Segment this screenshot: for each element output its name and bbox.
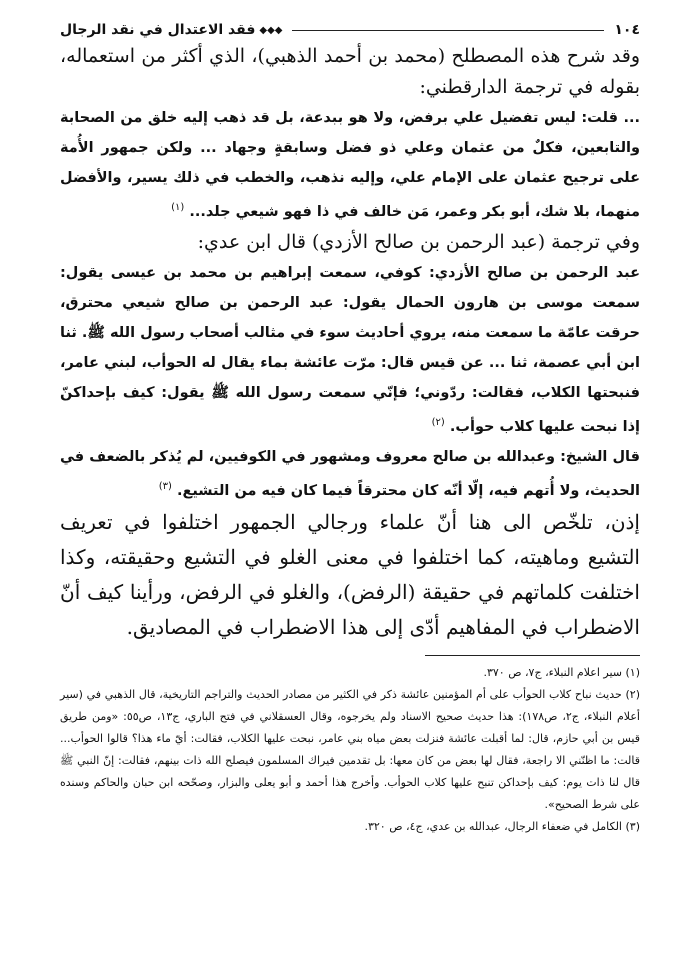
- running-header: [60, 22, 640, 41]
- book-title: فقد الاعتدال في نقد الرجال: [60, 22, 256, 38]
- footnote-3: (٣) الكامل في ضعفاء الرجال، عبدالله بن عدي، ج٤، ص ٣٢٠.: [364, 820, 640, 834]
- header-ornament: ◆◆◆: [259, 24, 283, 36]
- footnote-2: (٢) حديث نباح كلاب الحوأب على أم المؤمنين عائشة ذكر في الكثير من مصادر الحديث والتراجم التاريخية، قال الذهبي في (سير أعلام النبلاء، ج٢، ص١٧٨): هذا حديث صحيح الاسناد ولم يخرجوه، وقال العسقلاني في فتح الباري، ج١٣، ص٥٥: «ومن طريق قيس بن أبي حازم، قال: لما أقبلت عائشة فنزلت بعض مياه بني عامر، نبحت عليها الكلاب، فقالت: أيّ ماء هذا؟ قالوا الحوأب... قالت: ما اظنّني الا راجعة، فقال لها بعض من كان معها: بل تقدمين فيراك المسلمون فيصلح الله ذات بينهم، فقالت: إنّ النبي ﷺ قال لنا ذات يوم: كيف بإحداكن تنبح عليها كلاب الحوأب. وأخرج هذا أحمد و أبو يعلى والبزار، وصحّحه ابن حبان والحاكم وسنده على شرط الصحيح».: [60, 688, 640, 812]
- quote-sheikh: [60, 442, 640, 506]
- quote-dhahabi: [60, 103, 640, 227]
- quote-ibn-adi-text: عبد الرحمن بن صالح الأزدي: كوفي، سمعت إبراهيم بن محمد بن عيسى يقول: سمعت موسى بن هارون الحمال يقول: عبد الرحمن بن صالح شيعي محترق، حرقت عامّة ما سمعت منه، يروي أحاديث سوء في مثالب أصحاب رسول الله ﷺ. ثنا ابن أبي عصمة، ثنا ... عن قيس قال: مرّت عائشة بماء يقال له الحوأب، لبني عامر، فنبحتها الكلاب، فقالت: ردّوني؛ فإنّي سمعت رسول الله ﷺ يقول: كيف بإحداكنّ إذا نبحت عليها كلاب حوأب.: [60, 264, 640, 435]
- footnote-ref-3: (٣): [158, 480, 172, 492]
- quote-sheikh-text: قال الشيخ: وعبدالله بن صالح معروف ومشهور في الكوفيين، لم يُذكر بالضعف في الحديث، ولا أُتهم فيه، إلّا أنّه كان محترقاً فيما كان فيه من التشيع.: [60, 448, 640, 499]
- conclusion-paragraph: إذن، تلخّص الى هنا أنّ علماء ورجالي الجمهور اختلفوا في تعريف التشيع وماهيته، كما اختلفوا في معنى الغلو في التشيع وحقيقته، وكذا اختلفت كلماتهم في حقيقة (الرفض)، والغلو في الرفض، ورأينا كيف أنّ الاضطراب في المفاهيم أدّى إلى هذا الاضطراب في المصاديق.: [60, 510, 640, 640]
- intro-paragraph: وقد شرح هذه المصطلح (محمد بن أحمد الذهبي)، الذي أكثر من استعماله، بقوله في ترجمة الدارقطني:: [60, 45, 640, 98]
- intro2-paragraph: وفي ترجمة (عبد الرحمن بن صالح الأزدي) قال ابن عدي:: [197, 230, 640, 253]
- quote-dhahabi-text: ... قلت: ليس تفضيل علي برفض، ولا هو ببدعة، بل قد ذهب إليه خلق من الصحابة والتابعين، فكلٌ من عثمان وعلي ذو فضل وسابقةٍ وجهاد ... ولكن جمهور الأُمة على ترجيح عثمان على الإمام علي، وإليه نذهب، والخطب في ذلك يسير، والأفضل منهما، بلا شك، أبو بكر وعمر، مَن خالف في ذا فهو شيعي جلد...: [60, 110, 640, 220]
- page-number: ١٠٤: [614, 22, 640, 38]
- header-rule: [292, 30, 604, 31]
- footnote-ref-1: (١): [171, 202, 185, 213]
- footnote-1: (١) سير اعلام النبلاء، ج٧، ص ٣٧٠.: [483, 666, 640, 680]
- footnote-ref-2: (٢): [431, 416, 445, 428]
- footnote-separator: [425, 655, 640, 656]
- quote-ibn-adi: [60, 258, 640, 442]
